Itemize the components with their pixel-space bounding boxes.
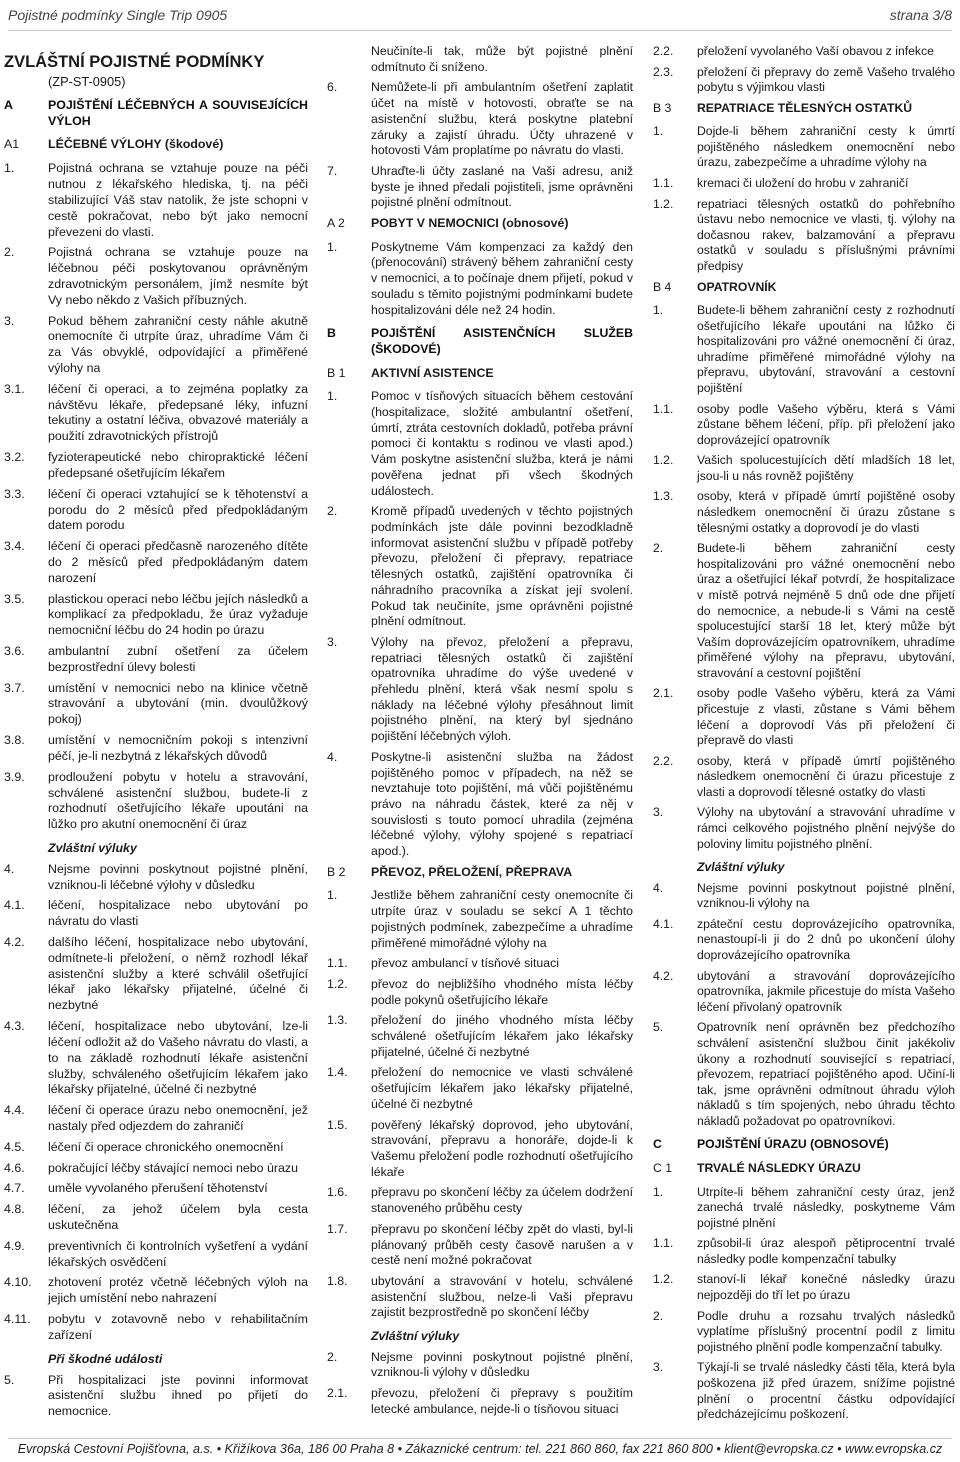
clause-text: léčení, hospitalizace nebo ubytování, lze-li léčení odložit až do Vašeho návratu do vlasti, a to na základě rozhodnutí lékaře asistenční služby, schváleného ošetřujícím lékařem jako lékařsky přijatelné, účelné či nezbytné — [48, 1019, 308, 1097]
clause-number: 4.8. — [4, 1202, 25, 1217]
clause-number: B 3 — [653, 100, 672, 115]
clause-number: 1.1. — [327, 956, 348, 971]
clause-text: Opatrovník není oprávněn bez předchozího schválení asistenční službou činit jakékoliv úkony a rozhodnutí související s repatriací, převozem, repatriací pojištěného apod. Učiní-li tak, jsme oprávněni odmítnout úhradu výloh nákladů s tím spojených, nebo úhradu těchto nákladů požadovat po opatrovníkovi. — [697, 1020, 955, 1128]
clause-text: umístění v nemocničním pokoji s intenzivní péčí, je-li nezbytná z lékařských důvodů — [48, 733, 308, 763]
clause-number: 4. — [653, 880, 664, 895]
column-right — [653, 44, 955, 1428]
clause-text: pobytu v zotavovně nebo v rehabilitačním zařízení — [48, 1312, 308, 1342]
clause-number: 3.7. — [4, 680, 25, 695]
clause-number: 3.8. — [4, 733, 25, 748]
clause-text: převoz do nejbližšího vhodného místa léčby podle pokynů ošetřujícího lékaře — [371, 976, 633, 1007]
clause-text: Uhraďte-li účty zaslané na Vaši adresu, aniž byste je ihned předali pojistiteli, jsme oprávněni pojistné plnění odmítnout. — [371, 163, 633, 210]
clause-text: dalšího léčení, hospitalizace nebo ubytování, odmítnete-li přeložení, o němž rozhodl lékař asistenční služby a které schválil ošetřující lékař jako lékařsky přijatelné, účelné či nezbytné — [48, 935, 308, 1013]
clause — [653, 686, 955, 748]
clause-number: 3. — [327, 634, 338, 649]
clause-text: plastickou operaci nebo léčbu jejích následků a komplikací za předpokladu, že úraz vyžaduje nemocniční léčbu do 24 hodin po úrazu — [48, 591, 308, 638]
clause-number: 4.10. — [4, 1275, 32, 1290]
clause — [4, 733, 308, 765]
page-header — [8, 0, 952, 31]
clause — [653, 1360, 955, 1422]
clause — [653, 754, 955, 801]
clause-number: 3.5. — [4, 591, 25, 606]
clause-text: Budete-li během zahraniční cesty hospitalizováni pro vážné onemocnění nebo úraz a ošetřující lékař potvrdí, že hospitalizace v místě potrvá nejméně 5 dnů ode dne přijetí do nemocnice, a nebude-li s Vámi na cestě spolucestující starší 18 let, který může být Vaším doprovázejícím opatrovníkem, uhradíme přiměřené výlohy na přepravu, ubytování, stravování a cestovní pojištění — [697, 541, 955, 680]
clause-text: Poskytne-li asistenční služba na žádost pojištěného pomoc v případech, na něž se nevztahuje toto pojištění, má vůči pojištěnému právo na náhradu částek, které za něj v souvislosti s touto pomocí uhradila (zejména léčebné výlohy, výlohy spojené s repatriací apod.). — [371, 749, 633, 859]
clause-number: 1. — [327, 239, 338, 254]
clause — [4, 487, 308, 534]
clause-text: POBYT V NEMOCNICI (obnosové) — [371, 216, 569, 231]
clause-number: 1.3. — [327, 1013, 348, 1028]
clause-text: ambulantní zubní ošetření za účelem bezprostřední úlevy bolesti — [48, 644, 308, 674]
clause-text: převozu, přeložení či přepravy s použitím letecké ambulance, nejde-li o tísňovou situaci — [371, 1386, 633, 1416]
clause-text: ubytování a stravování v hotelu, schválené asistenční službou, nelze-li Vaši přepravu zajistit bezprostředně po skončení léčby — [371, 1273, 633, 1320]
clause — [653, 453, 955, 484]
clause-text: léčení či operace chronického onemocnění — [48, 1139, 284, 1154]
clause — [653, 176, 955, 192]
clause-number: 5. — [653, 1020, 664, 1035]
clause-number: 4.1. — [653, 916, 674, 931]
clause-text: Nejsme povinni poskytnout pojistné plnění, vzniknou-li výlohy v důsledku — [371, 1349, 633, 1380]
clause — [327, 956, 633, 972]
clause-text: LÉČEBNÉ VÝLOHY (škodové) — [48, 137, 224, 152]
clause-text: přeložení do nemocnice ve vlasti schválené ošetřujícím lékařem jako lékařsky přijatelné, účelné či nezbytné — [371, 1065, 633, 1111]
clause-text: zhotovení protéz včetně léčebných výloh na jejich umístění nebo nahrazení — [48, 1275, 308, 1306]
clause-number: 3. — [4, 313, 15, 328]
clause — [653, 917, 955, 964]
clause — [327, 1185, 633, 1216]
clause-text: přeložení či přepravy do země Vašeho trvalého pobytu s výjimkou vlasti — [697, 64, 955, 95]
clause-number: A 2 — [327, 216, 345, 231]
clause-text: Pomoc v tísňových situacích během cestování (hospitalizace, složité ambulantní ošetření, úmrtí, ztráta cestovních dokladů, potřeba právní pomoci či kontaktu s rodinou ve vlasti apod.) Vám poskytne asistenční služba, která je námi pověřena jednat při všech škodných událostech. — [371, 389, 633, 498]
clause — [327, 1222, 633, 1269]
clause — [4, 1181, 308, 1197]
clause-text: Budete-li během zahraniční cesty z rozhodnutí ošetřujícího lékaře upoutáni na lůžko či hospitalizováni pro vážné onemocnění či úraz, uhradíme přiměřené mimořádné výlohy na přepravu, ubytování, stravování a cestovní pojištění — [697, 303, 955, 395]
clause — [327, 977, 633, 1008]
clause — [4, 862, 308, 894]
clause — [4, 314, 308, 377]
clause — [4, 450, 308, 482]
clause-text: převoz ambulancí v tísňové situaci — [371, 956, 559, 971]
subsection-heading — [327, 865, 633, 881]
clause — [327, 80, 633, 159]
subsection-heading — [653, 280, 955, 296]
clause-text: léčení či operaci vztahující se k těhotenství a porodu do 2 měsíců před předpokládaným datem porodu — [48, 486, 308, 533]
clause — [327, 1386, 633, 1417]
clause-text: AKTIVNÍ ASISTENCE — [371, 365, 494, 380]
clause-text: léčení či operace úrazu nebo onemocnění, jež nastaly před odjezdem do zahraničí — [48, 1103, 308, 1133]
clause — [327, 164, 633, 211]
clause — [4, 681, 308, 728]
document-title: Pojistné podmínky Single Trip 0905 — [8, 7, 228, 23]
subsection-heading — [327, 366, 633, 382]
clause-text: TRVALÉ NÁSLEDKY ÚRAZU — [697, 1161, 861, 1175]
subsection-heading — [327, 216, 633, 232]
clause — [4, 1373, 308, 1420]
clause-text: osoby, která v případě úmrtí pojištěného následkem onemocnění či úrazu přicestuje z vlasti a doprovodí tělesné ostatky do vlasti — [697, 753, 955, 799]
clause-number: 1.2. — [653, 196, 674, 211]
clause-number: B 4 — [653, 279, 672, 294]
clause — [653, 969, 955, 1016]
clause — [4, 539, 308, 586]
clause-number: 1. — [4, 161, 15, 176]
clause-text: Týkají-li se trvalé následky části těla, která byla poškozena již před úrazem, snížíme pojistné plnění o procentní částku odpovídající předcházejícímu poškození. — [697, 1360, 955, 1422]
clause-number: B 1 — [327, 365, 346, 380]
column-middle — [327, 44, 633, 1423]
clause-text: Pojistná ochrana se vztahuje pouze na péči nutnou z lékařského hlediska, tj. na péči stabilizující Váš stav natolik, že jste schopni v cestě pokračovat, nebo být jako nemocní převezeni do vlasti. — [48, 161, 308, 239]
clause-number: 2. — [653, 1308, 664, 1323]
clause-text: prodloužení pobytu v hotelu a stravování, schválené asistenční službou, budete-li z rozhodnutí ošetřujícího lékaře upoutáni na lůžko pro akutní onemocnění či úraz — [48, 769, 308, 832]
clause-number: 2. — [327, 1349, 338, 1364]
clause — [4, 1312, 308, 1344]
clause-text: Výlohy na převoz, přeložení a přepravu, repatriaci tělesných ostatků či zajištění opatrovníka uhradíme do výše uvedené v přehledu plnění, která však nesmí spolu s náklady na léčebné výlohy přesáhnout limit pojistného plnění, na který byl sjednáno pojištění léčebných výloh. — [371, 634, 633, 744]
clause-number: 4.4. — [4, 1103, 25, 1118]
clause — [4, 245, 308, 308]
clause-number: 1. — [653, 303, 664, 318]
clause-number: 1. — [653, 1184, 664, 1199]
clause — [327, 1350, 633, 1381]
clause-number: 4. — [327, 749, 338, 764]
clause — [4, 161, 308, 240]
clause — [653, 44, 955, 60]
clause-text: Výlohy na ubytování a stravování uhradíme v rámci celkového pojistného plnění nejvýše do poloviny limitu pojistného plnění. — [697, 805, 955, 851]
clause-text: repatriaci tělesných ostatků do pohřebního ústavu nebo nemocnice ve vlasti, tj. výlohy na dočasnou rakev, balzamování a přepravu ostatků v souladu s příslušnými právními předpisy — [697, 196, 955, 273]
clause-text: osoby podle Vašeho výběru, která za Vámi přicestuje z vlasti, zůstane s Vámi během léčení a doprovodí Vás při přeložení či přepravě do vlasti — [697, 686, 955, 748]
clause-number: 1. — [653, 124, 664, 139]
clause-number: 5. — [4, 1372, 15, 1387]
clause-text: Vašich spolucestujících dětí mladších 18 let, jsou-li u nás rovněž pojištěny — [697, 453, 955, 483]
clause-text: Poskytneme Vám kompenzaci za každý den (přenocování) strávený během zahraniční cesty v nemocnici, a to počínaje dnem přijetí, pokud v souladu s těmito pojistnými podmínkami budete hospitalizováni déle než 24 hodin. — [371, 239, 633, 317]
clause-number: 4.3. — [4, 1019, 25, 1034]
clause-number: 2. — [653, 541, 664, 556]
clause-text: přepravu po skončení léčby za účelem dodržení stanoveného průběhu cesty — [371, 1185, 633, 1216]
clause — [653, 65, 955, 96]
clause-number: 4.5. — [4, 1139, 25, 1154]
clause-number: 3.2. — [4, 450, 25, 465]
clause-number: 4. — [4, 861, 15, 876]
clause — [4, 1239, 308, 1271]
clause-number: 3. — [653, 805, 664, 820]
clause-number: 1.1. — [653, 401, 674, 416]
clause-text: POJIŠTĚNÍ ASISTENČNÍCH SLUŽEB (ŠKODOVÉ) — [371, 326, 633, 356]
clause-text: Jestliže během zahraniční cesty onemocníte či utrpíte úraz v souladu se sekcí A 1 těchto pojistných podmínek, zabezpečíme a uhradíme přiměřené mimořádné výlohy na — [371, 888, 633, 950]
clause — [4, 1103, 308, 1135]
clause — [4, 1140, 308, 1156]
clause — [653, 1020, 955, 1129]
clause-text: Při hospitalizaci jste povinni informovat asistenční službu ihned po přijetí do nemocnice. — [48, 1372, 308, 1419]
clause — [653, 1309, 955, 1356]
clause-number: 2.1. — [327, 1386, 348, 1401]
clause-number: 3.4. — [4, 539, 25, 554]
clause-number: B — [327, 326, 336, 341]
clause-number: 1.8. — [327, 1273, 348, 1288]
clause-number: A — [4, 97, 13, 112]
clause-text: způsobil-li úraz alespoň pětiprocentní trvalé následky podle kompenzační tabulky — [697, 1236, 955, 1266]
clause — [653, 881, 955, 912]
subheading: Zvláštní výluky — [697, 860, 785, 875]
clause — [327, 389, 633, 499]
clause-text: léčení, hospitalizace nebo ubytování po návratu do vlasti — [48, 898, 308, 929]
clause-text: POJIŠTĚNÍ ÚRAZU (OBNOSOVÉ) — [697, 1137, 889, 1152]
clause-number: 4.2. — [4, 935, 25, 949]
clause — [653, 303, 955, 396]
clause-text: Podle druhu a rozsahu trvalých následků vyplatíme příslušný procentní podíl z limitu pojistného plnění podle kompenzační tabulky. — [697, 1308, 955, 1354]
clause-number: 1.2. — [653, 453, 674, 468]
clause — [653, 1272, 955, 1303]
clause-number: 3.6. — [4, 644, 25, 658]
clause-number: 3.3. — [4, 486, 25, 501]
clause — [653, 1185, 955, 1232]
clause-number: 1. — [327, 389, 338, 404]
clause-text: ubytování a stravování doprovázejícího opatrovníka, jakmile přicestuje do místa Vašeho léčení přivolaný opatrovník — [697, 968, 955, 1014]
clause-text: Pojistná ochrana se vztahuje pouze na léčebnou péči poskytovanou oprávněným zdravotnickým personálem, jímž nesmíte být Vy nebo někdo z Vašich příbuzných. — [48, 245, 308, 307]
clause-text: POJIŠTĚNÍ LÉČEBNÝCH A SOUVISEJÍCÍCH VÝLOH — [48, 97, 308, 128]
clause-text: Nejsme povinni poskytnout pojistné plnění, vzniknou-li výlohy na — [697, 880, 955, 911]
clause — [4, 1275, 308, 1307]
clause — [4, 1161, 308, 1177]
clause-number: 1. — [327, 888, 338, 903]
clause — [327, 504, 633, 630]
clause-number: 1.1. — [653, 176, 674, 191]
clause-number: 1.5. — [327, 1117, 348, 1132]
clause — [653, 541, 955, 681]
clause-number: 4.9. — [4, 1238, 25, 1253]
clause-text: stanoví-li lékař konečné následky úrazu nejpozději do tří let po úrazu — [697, 1272, 955, 1303]
clause-text: léčení, za jehož účelem byla cesta uskutečněna — [48, 1202, 308, 1232]
clause — [653, 197, 955, 275]
subheading: Zvláštní výluky — [48, 840, 137, 855]
clause-number: 2.1. — [653, 686, 674, 701]
clause-number: 1.7. — [327, 1221, 348, 1236]
clause-number: 6. — [327, 80, 338, 95]
clause-text: zpáteční cestu doprovázejícího opatrovníka, nenastoupí-li ji do 2 dnů po ukončení úlohy doprovázejícího opatrovníka — [697, 916, 955, 963]
clause-number: 3.9. — [4, 769, 25, 784]
clause — [653, 124, 955, 171]
conditions-title: ZVLÁŠTNÍ POJISTNÉ PODMÍNKY — [4, 53, 265, 71]
clause-number: B 2 — [327, 864, 346, 879]
clause-text: Nejsme povinni poskytnout pojistné plnění, vzniknou-li léčebné výlohy v důsledku — [48, 861, 308, 892]
subsection-heading — [4, 137, 308, 153]
clause-text: fyzioterapeutické nebo chiropraktické léčení předepsané ošetřujícím lékařem — [48, 450, 308, 480]
clause — [327, 888, 633, 951]
footer-contact: Evropská Cestovní Pojišťovna, a.s. • Křižíkova 36a, 186 00 Praha 8 • Zákaznické centrum: tel. 221 860 860, fax 221 860 800 • klient@evropska.cz • www.evropska.cz — [17, 1442, 943, 1456]
clause-number: 2.2. — [653, 44, 674, 58]
clause-text: OPATROVNÍK — [697, 279, 777, 294]
column-left — [4, 44, 308, 1425]
clause-number: 1.1. — [653, 1236, 674, 1251]
section-heading — [653, 1137, 955, 1153]
clause — [653, 489, 955, 536]
clause-number: 1.6. — [327, 1185, 348, 1200]
clause — [4, 1019, 308, 1098]
clause-number: 4.6. — [4, 1160, 25, 1175]
clause-number: 1.2. — [653, 1272, 674, 1287]
clause-text: přeložení do jiného vhodného místa léčby schválené ošetřujícím lékařem jako lékařsky přijatelné, účelné či nezbytné — [371, 1013, 633, 1059]
clause-number: 4.2. — [653, 968, 674, 983]
subsection-heading — [653, 101, 955, 117]
clause-text: osoby, která v případě úmrtí pojištěné osoby následkem onemocnění či úrazu zůstane s tělesnými ostatky a doprovodí je do vlasti — [697, 489, 955, 535]
clause — [4, 898, 308, 930]
clause-text: preventivních či kontrolních vyšetření a vydání lékařských osvědčení — [48, 1238, 308, 1269]
clause-number: 4.1. — [4, 898, 25, 913]
clause-text: přepravu po skončení léčby zpět do vlasti, byl-li plánovaný průběh cesty časově narušen a v cestě není možné pokračovat — [371, 1221, 633, 1268]
clause — [4, 1202, 308, 1234]
clause — [653, 805, 955, 852]
clause — [653, 1236, 955, 1267]
clause-number: C — [653, 1137, 662, 1152]
paragraph-continuation: Neučiníte-li tak, může být pojistné plnění odmítnuto či sníženo. — [371, 44, 633, 74]
clause-number: 7. — [327, 163, 338, 178]
clause-text: Nemůžete-li při ambulantním ošetření zaplatit účet na místě v hotovosti, obraťte se na asistenční službu, která poskytne platební záruky a zajistí úhradu. Účty uhrazené v hotovosti Vám proplatíme po návratu do vlasti. — [371, 80, 633, 158]
clause-number: 2.2. — [653, 753, 674, 768]
clause-number: 2.3. — [653, 64, 674, 79]
clause-text: Dojde-li během zahraniční cesty k úmrtí pojištěného následkem onemocnění nebo úrazu, zabezpečíme a uhradíme výlohy na — [697, 124, 955, 170]
clause-text: pokračující léčby stávající nemoci nebo úrazu — [48, 1160, 299, 1175]
clause — [327, 750, 633, 860]
clause — [653, 402, 955, 449]
clause-number: 3. — [653, 1360, 664, 1375]
clause-text: PŘEVOZ, PŘELOŽENÍ, PŘEPRAVA — [371, 864, 573, 879]
page-footer — [8, 1438, 952, 1462]
conditions-code: (ZP-ST-0905) — [48, 74, 126, 89]
section-heading — [4, 98, 308, 130]
clause-number: 4.7. — [4, 1181, 25, 1196]
clause-number: 4.11. — [4, 1312, 31, 1327]
clause-number: 2. — [4, 245, 15, 260]
clause — [327, 1065, 633, 1112]
clause — [4, 935, 308, 1014]
clause-number: 3.1. — [4, 381, 25, 396]
clause — [4, 592, 308, 639]
clause-text: uměle vyvolaného přerušení těhotenství — [48, 1181, 268, 1196]
clause — [4, 382, 308, 445]
clause-text: Utrpíte-li během zahraniční cesty úraz, jenž zanechá trvalé následky, poskytneme Vám pojistné plnění — [697, 1184, 955, 1230]
clause-text: pověřený lékařský doprovod, jeho ubytování, stravování, přepravu a honoráře, dojde-li k Vašemu přeložení podle rozhodnutí ošetřujícího lékaře — [371, 1117, 633, 1179]
clause-text: léčení či operaci, a to zejména poplatky za návštěvu lékaře, předepsané léky, infuzní tekutiny a ostatní léčiva, obvazové materiály a použití zdravotnických přístrojů — [48, 381, 308, 444]
clause-text: umístění v nemocnici nebo na klinice včetně stravování a ubytování (min. dvoulůžkový pokoj) — [48, 680, 308, 727]
clause-text: REPATRIACE TĚLESNÝCH OSTATKŮ — [697, 100, 913, 115]
page-number: strana 3/8 — [889, 7, 952, 23]
subheading: Zvláštní výluky — [371, 1329, 460, 1344]
clause-number: 1.2. — [327, 976, 348, 991]
clause-text: přeložení vyvolaného Vaší obavou z infekce — [697, 44, 934, 58]
clause-number: C 1 — [653, 1161, 672, 1175]
clause — [4, 770, 308, 833]
clause-number: 1.3. — [653, 489, 674, 504]
clause — [327, 635, 633, 745]
clause-text: osoby podle Vašeho výběru, která s Vámi zůstane během léčení, příp. při přeložení jako doprovázející opatrovník — [697, 401, 955, 447]
subsection-heading — [653, 1161, 955, 1177]
clause — [327, 1118, 633, 1181]
clause-text: Pokud během zahraniční cesty náhle akutně onemocníte či utrpíte úraz, uhradíme Vám či za Vás obvyklé, odpovídající a přiměřené výlohy na — [48, 313, 308, 375]
subheading: Při škodné události — [48, 1351, 163, 1366]
clause — [327, 240, 633, 319]
section-heading — [327, 326, 633, 357]
clause-text: kremaci či uložení do hrobu v zahraničí — [697, 176, 909, 191]
clause — [4, 644, 308, 676]
clause-text: Kromě případů uvedených v těchto pojistných podmínkách jste dále povinni bezodkladně informovat asistenční službu v případě potřeby převozu, přeložení či přepravy, repatriace tělesných ostatků, zajištění opatrovníka či náhradního pracovníka a získat její svolení. Pokud tak neučiníte, jsme oprávněni pojistné plnění odmítnout. — [371, 504, 633, 629]
clause-number: A1 — [4, 137, 20, 152]
clause-text: léčení či operaci předčasně narozeného dítěte do 2 měsíců před předpokládaným datem narození — [48, 539, 308, 585]
clause-number: 2. — [327, 504, 338, 519]
clause-number: 1.4. — [327, 1065, 348, 1080]
clause — [327, 1013, 633, 1060]
clause — [327, 1274, 633, 1321]
